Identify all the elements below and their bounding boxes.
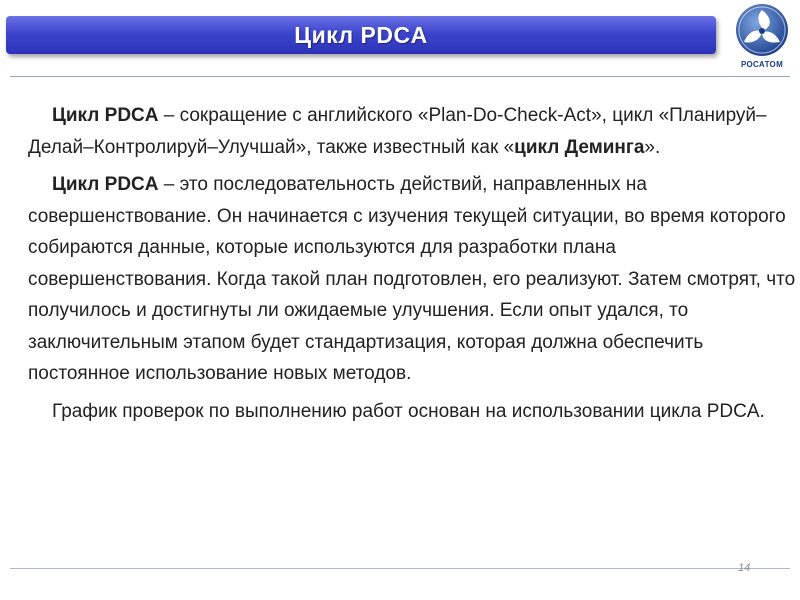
slide-body <box>28 100 796 433</box>
paragraph-2-text: – это последовательность действий, направленных на совершенствование. Он начинается с изучения текущей ситуации, во время которого собираются данные, которые используются для разработки плана совершенствования. Когда такой план подготовлен, его реализуют. Затем смотрят, что получилось и достигнуты ли ожидаемые улучшения. Если опыт удался, то заключительным этапом будет стандартизация, которая должна обеспечить постоянное использование новых методов. <box>28 174 796 384</box>
paragraph-1 <box>28 100 796 163</box>
page-number: 14 <box>738 562 751 574</box>
paragraph-1-text: – сокращение с английского «Plan-Do-Check-Act», цикл «Планируй–Делай–Контролируй–Улучшай», также известный как « <box>28 105 767 158</box>
footer-divider <box>10 568 790 569</box>
paragraph-2 <box>28 169 796 390</box>
rosatom-logo <box>730 2 794 74</box>
paragraph-3 <box>28 396 796 428</box>
paragraph-1-text-end: ». <box>644 136 661 158</box>
paragraph-3-text: График проверок по выполнению работ основан на использовании цикла PDCA. <box>52 400 765 422</box>
paragraph-2-bold-lead: Цикл PDCA <box>52 174 159 195</box>
header-divider <box>10 76 790 77</box>
title-bar <box>6 16 716 54</box>
slide-title: Цикл PDCA <box>294 21 428 48</box>
paragraph-1-bold-term: цикл Деминга <box>514 136 645 158</box>
paragraph-1-bold-lead: Цикл PDCA <box>52 105 159 126</box>
logo-text: РОСАТОМ <box>740 60 784 69</box>
atom-icon <box>734 2 790 58</box>
